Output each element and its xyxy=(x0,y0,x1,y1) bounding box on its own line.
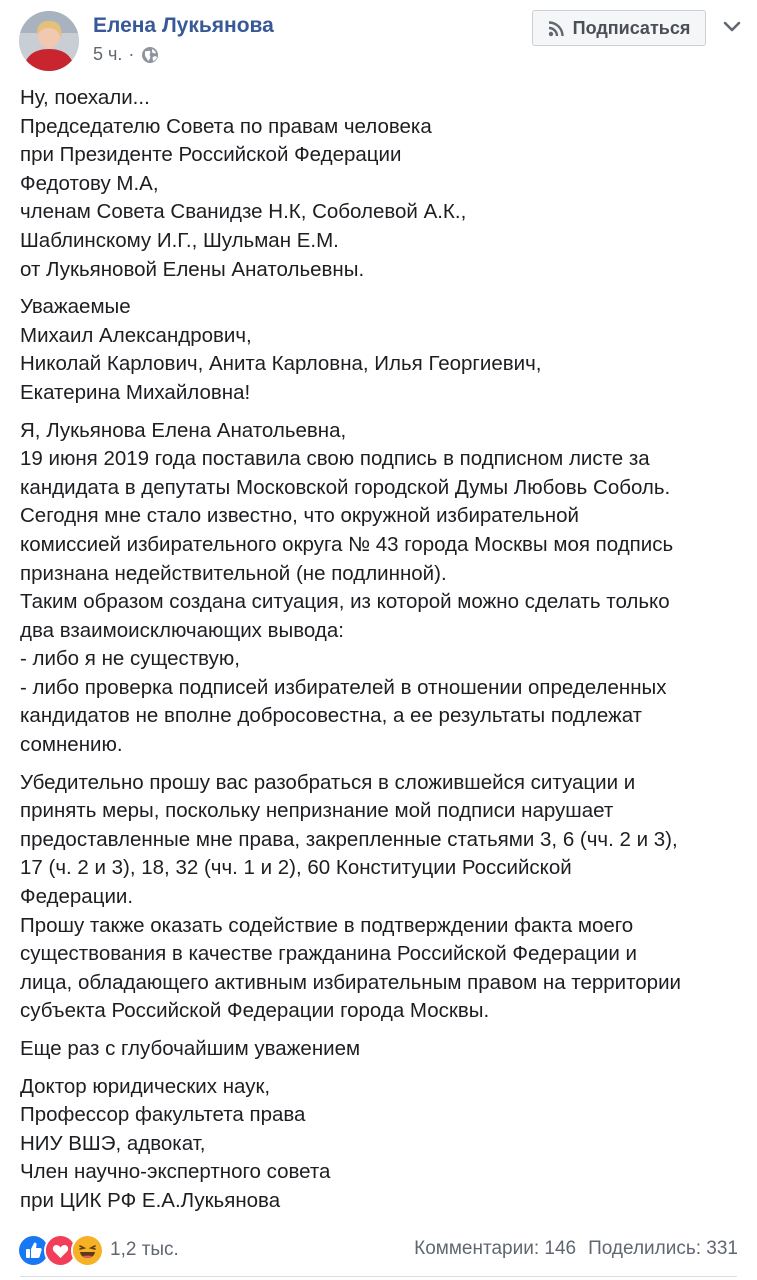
reactions-summary[interactable] xyxy=(17,1233,179,1267)
avatar-image xyxy=(19,11,79,71)
chevron-down-icon[interactable] xyxy=(718,13,746,41)
subscribe-label: Подписаться xyxy=(572,17,691,38)
post-timestamp[interactable]: 5 ч. xyxy=(93,44,123,64)
footer-divider xyxy=(20,1276,737,1277)
post-body xyxy=(20,84,745,1225)
post-paragraph: Я, Лукьянова Елена Анатольевна, 19 июня 2019 года поставила свою подпись в подписном листе за кандидата в депутаты Московской городской Думы Любовь Соболь. Сегодня мне стало известно, что окружной избирательной комиссией избирательного округа № 43 города Москвы моя подпись признана недействительной (не подлинной). Таким образом создана ситуация, из которой можно сделать только два взаимоисключающих вывода: - либо я не существую, - либо проверка подписей избирателей в отношении определенных кандидатов не вполне добросовестна, а ее результаты подлежат сомнению. xyxy=(20,418,674,757)
author-avatar[interactable] xyxy=(19,11,79,71)
post-meta xyxy=(93,44,159,65)
meta-separator: · xyxy=(128,44,135,64)
post-paragraph: Ну, поехали... Председателю Совета по правам человека при Президенте Российской Федерации Федотову М.А, членам Совета Сванидзе Н.К, Соболевой А.К., Шаблинскому И.Г., Шульман Е.М. от Лукьяновой Елены Анатольевны. xyxy=(20,86,467,281)
post-paragraph: Убедительно прошу вас разобраться в сложившейся ситуации и принять меры, поскольку непризнание мой подписи нарушает предоставленные мне права, закрепленные статьями 3, 6 (чч. 2 и 3), 17 (ч. 2 и 3), 18, 32 (чч. 1 и 2), 60 Конституции Российской Федерации. Прошу также оказать содействие в подтверждении факта моего существования в качестве гражданина Российской Федерации и лица, обладающего активным избирательным правом на территории субъекта Российской Федерации города Москвы. xyxy=(20,770,681,1023)
rss-icon xyxy=(548,20,565,37)
shares-count-link[interactable]: Поделились: 331 xyxy=(588,1238,738,1259)
post-paragraph: Уважаемые Михаил Александрович, Николай Карлович, Анита Карловна, Илья Георгиевич, Екатерина Михайловна! xyxy=(20,295,542,404)
globe-icon[interactable] xyxy=(141,46,159,64)
haha-icon xyxy=(71,1234,104,1267)
comments-count-link[interactable]: Комментарии: 146 xyxy=(414,1238,577,1259)
author-name[interactable]: Елена Лукьянова xyxy=(93,14,274,37)
post-paragraph: Доктор юридических наук, Профессор факультета права НИУ ВШЭ, адвокат, Член научно-экспертного совета при ЦИК РФ Е.А.Лукьянова xyxy=(20,1074,331,1212)
reaction-count[interactable]: 1,2 тыс. xyxy=(110,1239,179,1260)
subscribe-button[interactable] xyxy=(532,10,706,46)
post-stats xyxy=(414,1238,738,1260)
post-paragraph: Еще раз с глубочайшим уважением xyxy=(20,1037,361,1060)
